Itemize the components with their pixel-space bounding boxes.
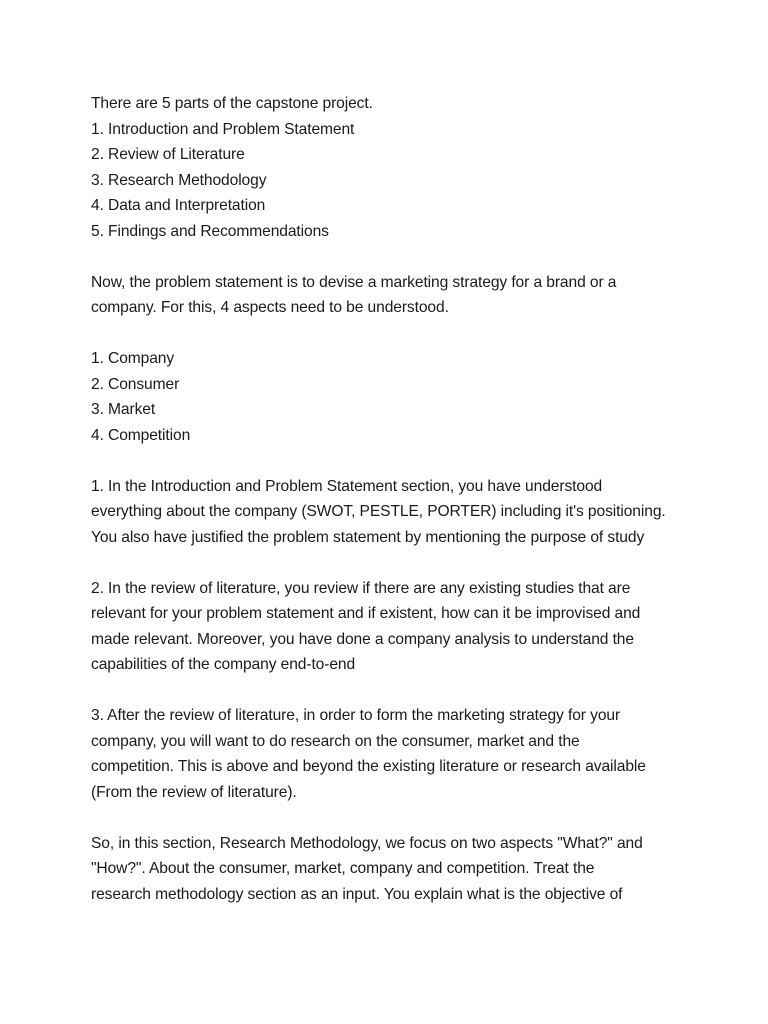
paragraph-gap — [91, 448, 691, 474]
section2-line: relevant for your problem statement and if existent, how can it be improvised and — [91, 605, 641, 622]
aspect-item: 4. Competition — [91, 426, 191, 444]
methodology-line: So, in this section, Research Methodology, we focus on two aspects "What?" and — [91, 834, 643, 852]
document-page — [91, 91, 691, 907]
paragraph-gap — [91, 321, 691, 347]
paragraph-gap — [91, 244, 691, 270]
paragraph-gap — [91, 550, 691, 576]
methodology-line: "How?". About the consumer, market, company and competition. Treat the — [91, 860, 595, 877]
aspect-item: 3. Market — [91, 401, 156, 418]
part-item: 5. Findings and Recommendations — [91, 222, 329, 240]
aspect-item: 2. Consumer — [91, 375, 180, 393]
problem-statement-line: Now, the problem statement is to devise a marketing strategy for a brand or a — [91, 273, 617, 291]
section3-line: competition. This is above and beyond the existing literature or research available — [91, 758, 646, 775]
intro-heading: There are 5 parts of the capstone project. — [91, 95, 373, 112]
aspect-item: 1. Company — [91, 350, 175, 367]
section2-line: 2. In the review of literature, you review if there are any existing studies that are — [91, 579, 631, 597]
section3-line: 3. After the review of literature, in order to form the marketing strategy for your — [91, 707, 621, 724]
part-item: 4. Data and Interpretation — [91, 197, 266, 214]
section1-line: You also have justified the problem statement by mentioning the purpose of study — [91, 528, 645, 546]
paragraph-gap — [91, 805, 691, 831]
section2-line: made relevant. Moreover, you have done a company analysis to understand the — [91, 630, 634, 648]
section1-line: everything about the company (SWOT, PESTLE, PORTER) including it's positioning. — [91, 503, 666, 520]
section1-line: 1. In the Introduction and Problem Statement section, you have understood — [91, 477, 603, 495]
part-item: 3. Research Methodology — [91, 171, 267, 189]
paragraph-gap — [91, 678, 691, 704]
part-item: 1. Introduction and Problem Statement — [91, 120, 355, 138]
section3-line: (From the review of literature). — [91, 783, 297, 801]
section2-line: capabilities of the company end-to-end — [91, 656, 356, 673]
methodology-line: research methodology section as an input. You explain what is the objective of — [91, 885, 623, 903]
part-item: 2. Review of Literature — [91, 146, 245, 163]
problem-statement-line: company. For this, 4 aspects need to be understood. — [91, 299, 449, 316]
section3-line: company, you will want to do research on the consumer, market and the — [91, 732, 580, 750]
